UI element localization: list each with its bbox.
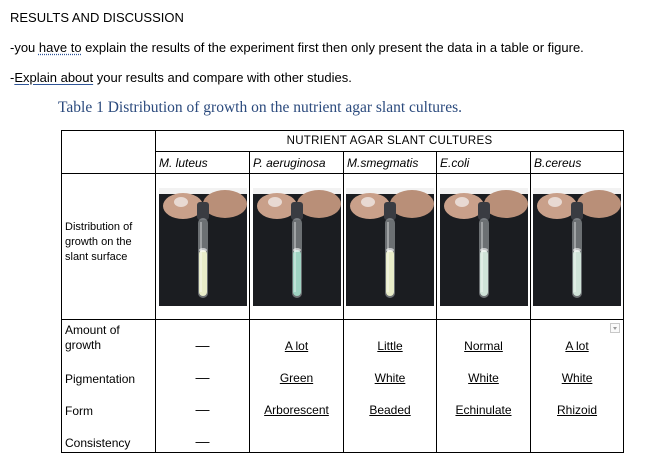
pigmentation-value: White xyxy=(561,371,593,385)
test-tube-photo-icon xyxy=(346,188,434,306)
amount-value: — xyxy=(195,337,210,353)
group-header: NUTRIENT AGAR SLANT CULTURES xyxy=(156,131,624,152)
consistency-value: — xyxy=(195,433,210,449)
pigmentation-value: White xyxy=(468,371,499,385)
section-heading: RESULTS AND DISCUSSION xyxy=(10,10,184,25)
instruction-2-pre: - xyxy=(10,70,15,85)
amount-value: Normal xyxy=(464,339,503,353)
photo-cell xyxy=(156,174,250,320)
table-caption: Table 1 Distribution of growth on the nutrient agar slant cultures. xyxy=(58,99,462,116)
organism-header: B.cereus xyxy=(531,152,624,174)
value-column xyxy=(344,320,437,453)
pigmentation-label: Pigmentation xyxy=(65,372,136,386)
instruction-1-post: explain the results of the experiment first then only present the data in a table or figure. xyxy=(81,40,584,55)
value-column xyxy=(437,320,531,453)
instruction-2-flagged[interactable]: Explain about xyxy=(14,70,94,85)
organism-header: M.smegmatis xyxy=(344,152,437,174)
growth-table xyxy=(61,130,624,453)
value-column xyxy=(156,320,250,453)
form-value: Arborescent xyxy=(264,403,329,417)
value-column xyxy=(531,320,624,453)
form-label: Form xyxy=(65,404,93,418)
form-value: — xyxy=(195,401,210,417)
row-labels-cell xyxy=(62,320,156,453)
organism-header: P. aeruginosa xyxy=(250,152,344,174)
test-tube-photo-icon xyxy=(440,188,528,306)
test-tube-photo-icon xyxy=(253,188,341,306)
distribution-label-text: Distribution of growth on the slant surface xyxy=(65,221,133,263)
photo-cell xyxy=(250,174,344,320)
pigmentation-value: Green xyxy=(279,371,314,385)
instruction-2-post: your results and compare with other studies. xyxy=(93,70,352,85)
form-value: Echinulate xyxy=(455,403,512,417)
corner-cell xyxy=(62,131,156,174)
table-scroll-marker-icon[interactable] xyxy=(610,323,620,333)
organism-header: M. luteus xyxy=(156,152,250,174)
photo-cell xyxy=(344,174,437,320)
pigmentation-value: — xyxy=(195,369,210,385)
test-tube-photo-icon xyxy=(533,188,621,306)
amount-value: A lot xyxy=(565,339,589,353)
instruction-1-flagged[interactable]: have to xyxy=(38,40,82,55)
organism-header: E.coli xyxy=(437,152,531,174)
instruction-line-2 xyxy=(10,70,352,85)
test-tube-photo-icon xyxy=(159,188,247,306)
pigmentation-value: White xyxy=(374,371,406,385)
amount-label: Amount of growth xyxy=(65,323,120,352)
instruction-1-pre: -you xyxy=(10,40,39,55)
consistency-label: Consistency xyxy=(65,436,131,450)
photo-cell xyxy=(437,174,531,320)
amount-value: A lot xyxy=(284,339,309,353)
instruction-line-1 xyxy=(10,40,584,55)
distribution-label xyxy=(62,174,156,320)
value-column xyxy=(250,320,344,453)
photo-cell xyxy=(531,174,624,320)
form-value: Beaded xyxy=(369,403,411,417)
form-value: Rhizoid xyxy=(557,403,598,417)
amount-value: Little xyxy=(377,339,403,353)
